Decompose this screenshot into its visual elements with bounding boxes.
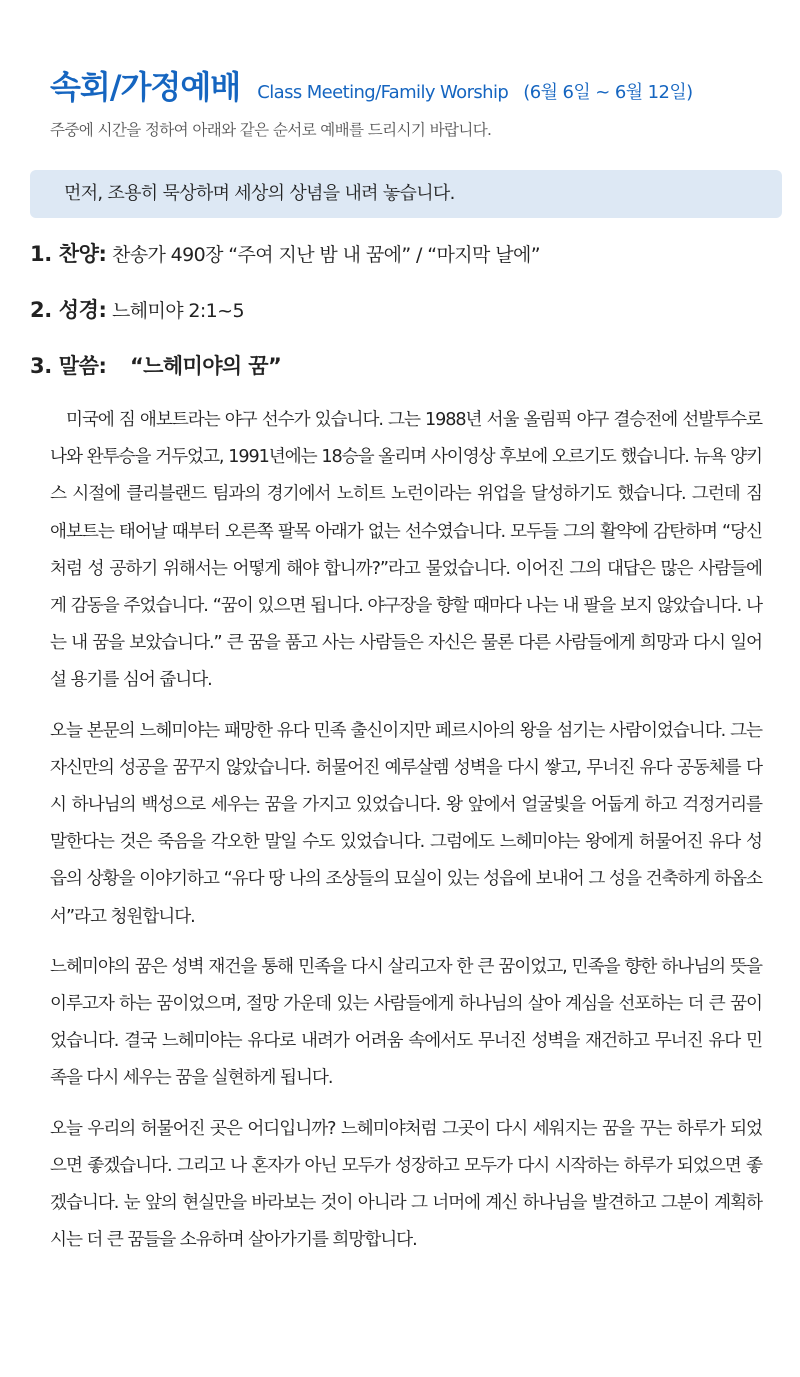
page-header <box>50 62 693 108</box>
order-item-praise <box>30 238 540 268</box>
sermon-paragraph: 오늘 우리의 허물어진 곳은 어디입니까? 느헤미야처럼 그곳이 다시 세워지는 꿈을 꾸는 하루가 되었으면 좋겠습니다. 그리고 나 혼자가 아닌 모두가 성장하고 모두가 다시 시작하는 하루가 되었으면 좋겠습니다. 눈 앞의 현실만을 바라보는 것이 아니라 그 너머에 계신 하나님을 발견하고 그분이 계획하시는 더 큰 꿈들을 소유하며 살아가기를 희망합니다. <box>50 1118 762 1251</box>
sermon-paragraph: 미국에 짐 애보트라는 야구 선수가 있습니다. 그는 1988년 서울 올림픽 야구 결승전에 선발투수로 나와 완투승을 거두었고, 1991년에는 18승을 올리며 사이영상 후보에 오르기도 했습니다. 뉴욕 양키스 시절에 클리블랜드 팀과의 경기에서 노히트 노런이라는 위업을 달성하기도 했습니다. 그런데 짐 애보트는 태어날 때부터 오른쪽 팔목 아래가 없는 선수였습니다. 모두들 그의 활약에 감탄하며 “당신처럼 성 공하기 위해서는 어떻게 해야 합니까?”라고 물었습니다. 이어진 그의 대답은 많은 사람들에게 감동을 주었습니다. “꿈이 있으면 됩니다. 야구장을 향할 때마다 나는 내 팔을 보지 않았습니다. 나는 내 꿈을 보았습니다.” 큰 꿈을 품고 사는 사람들은 자신은 물론 다른 사람들에게 희망과 다시 일어설 용기를 심어 줍니다. <box>50 410 762 691</box>
order-item-label: 1. 찬양: <box>30 242 107 266</box>
sermon-paragraph: 오늘 본문의 느헤미야는 패망한 유다 민족 출신이지만 페르시아의 왕을 섬기는 사람이었습니다. 그는 자신만의 성공을 꿈꾸지 않았습니다. 허물어진 예루살렘 성벽을 다시 쌓고, 무너진 유다 공동체를 다시 하나님의 백성으로 세우는 꿈을 가지고 있었습니다. 왕 앞에서 얼굴빛을 어둡게 하고 걱정거리를 말한다는 것은 죽음을 각오한 말일 수도 있었습니다. 그럼에도 느헤미야는 왕에게 허물어진 유다 성읍의 상황을 이야기하고 “유다 땅 나의 조상들의 묘실이 있는 성읍에 보내어 그 성을 건축하게 하옵소서”라고 청원합니다. <box>50 720 762 927</box>
meditation-banner: 먼저, 조용히 묵상하며 세상의 상념을 내려 놓습니다. <box>30 170 782 218</box>
order-item-sermon <box>30 350 281 380</box>
order-item-text: 찬송가 490장 “주여 지난 밤 내 꿈에” / “마지막 날에” <box>111 244 540 266</box>
date-range: (6월 6일 ~ 6월 12일) <box>523 82 693 103</box>
sermon-body <box>50 402 762 1272</box>
order-item-text: 느헤미야 2:1~5 <box>111 300 244 322</box>
page-title-english: Class Meeting/Family Worship <box>257 82 509 103</box>
sermon-title: “느헤미야의 꿈” <box>129 354 282 378</box>
order-item-label: 2. 성경: <box>30 298 107 322</box>
order-item-scripture <box>30 294 244 324</box>
page-subtitle: 주중에 시간을 정하여 아래와 같은 순서로 예배를 드리시기 바랍니다. <box>50 121 492 139</box>
page-title: 속회/가정예배 <box>50 68 241 106</box>
order-item-label: 3. 말씀: <box>30 354 107 378</box>
sermon-paragraph: 느헤미야의 꿈은 성벽 재건을 통해 민족을 다시 살리고자 한 큰 꿈이었고, 민족을 향한 하나님의 뜻을 이루고자 하는 꿈이었으며, 절망 가운데 있는 사람들에게 하나님의 살아 계심을 선포하는 더 큰 꿈이었습니다. 결국 느헤미야는 유다로 내려가 어려움 속에서도 무너진 성벽을 재건하고 무너진 유다 민족을 다시 세우는 꿈을 실현하게 됩니다. <box>50 956 762 1089</box>
